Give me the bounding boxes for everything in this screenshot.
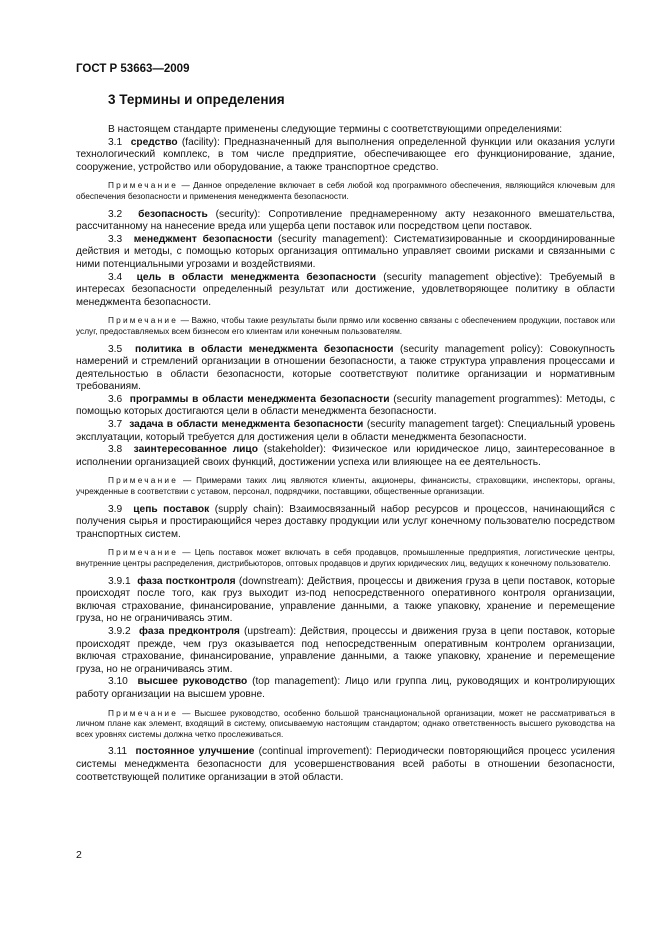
note [76,315,615,336]
term-number: 3.9.2 [108,625,131,637]
term-number: 3.1 [108,136,123,148]
term-name: менеджмент безопасности [133,233,273,245]
note-text: — Примерами таких лиц являются клиенты, акционеры, финансисты, страховщики, инспекторы, органы, учрежденные в соответствии с уставом, персонал, подрядчики, поставщики, общественные организации. [76,475,615,497]
term-entry [76,626,615,676]
note-label: Примечание [108,315,179,326]
term-name: средство [130,136,178,148]
term-definition: (security management target): Специальный уровень эксплуатации, который требуется для достижения цели в области менеджмента безопасности. [76,419,616,443]
term-entry [76,234,615,272]
term-definition: (upstream): Действия, процессы и движения груза в цепи поставок, которые происходят прежде, чем груз оказывается под непосредственным оперативным контролем организации, включая страхование, финансирование, управление данными, а также упаковку, хранение и перемещение груза, но не ограничиваясь этим. [76,625,616,675]
note-text: — Цепь поставок может включать в себя продавцов, промышленные предприятия, логистические центры, внутренние центры распределения, дистрибьюторов, оптовых продавцов и других юридических лиц, ведущих к конечному пользователю. [76,547,615,568]
term-number: 3.11 [108,746,128,758]
note [76,708,615,740]
note-label: Примечание [108,475,179,486]
term-number: 3.9 [108,503,123,515]
term-name: фаза предконтроля [138,625,240,637]
term-entry [76,504,615,542]
term-name: постоянное улучшение [135,746,255,758]
term-number: 3.3 [108,233,123,245]
document-header: ГОСТ Р 53663—2009 [76,63,190,75]
term-definition: (supply chain): Взаимосвязанный набор ресурсов и процессов, начинающийся с получения сырья и простирающийся через доставку продукции или услуг конечному пользователю посредством транспортных систем. [76,503,616,540]
term-entry [76,419,615,444]
term-number: 3.4 [108,271,123,283]
term-definition: (stakeholder): Физическое или юридическое лицо, заинтересованное в исполнении организацией своих функций, достижении успеха или влияющее на ее деятельность. [76,444,615,468]
term-entry [76,444,615,469]
note [76,547,615,568]
term-number: 3.7 [108,419,123,431]
term-number: 3.10 [108,676,128,688]
term-definition: (security management policy): Совокупность намерений и стремлений организации в отношении безопасности, а также структура управления процессами и деятельностью в области безопасности, которые соответствуют политике организации и нормативным требованиям. [76,343,615,393]
term-definition: (security management programmes): Методы, с помощью которых достигаются цели в области менеджмента безопасности. [76,393,616,418]
term-definition: (security management objective): Требуемый в интересах безопасности определенный результат или достижение, удовлетворяющее политику в области менеджмента безопасности. [76,271,616,308]
note-label: Примечание [108,547,179,558]
term-name: заинтересованное лицо [133,444,258,456]
term-name: программы в области менеджмента безопасности [129,393,390,405]
note-text: — Важно, чтобы такие результаты были прямо или косвенно связаны с обеспечением продукции, поставок или услуг, предоставляемых всем бизнесом его клиентам или конечным пользователям. [76,315,615,336]
section-body [76,124,615,784]
term-name: задача в области менеджмента безопасности [129,419,364,431]
term-entry [76,394,615,419]
term-entry [76,344,615,394]
term-number: 3.8 [108,444,123,456]
section-title: 3 Термины и определения [108,92,285,107]
note-label: Примечание [108,180,179,191]
note [76,180,615,201]
term-entry [76,576,615,626]
note-label: Примечание [108,707,179,718]
term-entry [76,272,615,310]
term-number: 3.9.1 [108,575,131,587]
term-definition: (security management): Систематизированные и скоординированные действия и методы, с помощью которых организация оптимально управляет своими рисками и связанными с ними потенциальными угрозами и воздействиями. [76,233,615,270]
term-name: высшее руководство [137,676,248,688]
term-definition: (downstream): Действия, процессы и движения груза в цепи поставок, которые происходят после того, как груз выходит из-под непосредственного оперативного контроля организации, включая страхование, финансирование, управление данными, а также упаковку, хранение и перемещение груза, но не ограничиваясь этим. [76,575,615,625]
term-name: цель в области менеджмента безопасности [136,271,377,283]
term-entry [76,746,615,784]
term-definition: (facility): Предназначенный для выполнения определенной функции или оказания услуги технологический комплекс, в том числе предприятие, обеспечивающее его функционирование, здание, сооружение, устройство или оборудование, а также транспортное средство. [76,136,615,173]
term-definition: (continual improvement): Периодически повторяющийся процесс усиления системы менеджмента безопасности для усовершенствования всей работы в отношении безопасности, соответствующей политике организации в этой области. [76,746,615,783]
term-entry [76,209,615,234]
term-number: 3.5 [108,343,123,355]
term-entry [76,137,615,175]
term-entry [76,676,615,701]
term-number: 3.6 [108,393,123,405]
intro-paragraph: В настоящем стандарте применены следующие термины с соответствующими определениями: [108,124,563,135]
term-name: цепь поставок [133,503,210,515]
note [76,475,615,496]
term-number: 3.2 [108,208,123,220]
note-text: — Высшее руководство, особенно большой транснациональной организации, может не рассматриваться в личном плане как элемент, входящий в систему, описываемую настоящим стандартом; однако ответственность высшего руководства на всех уровнях системы должна четко прослеживаться. [76,707,616,739]
term-name: безопасность [138,208,208,220]
term-definition: (top management): Лицо или группа лиц, руководящих и контролирующих работу организации на высшем уровне. [76,676,616,700]
note-text: — Данное определение включает в себя любой код программного обеспечения, являющийся ключевым для обеспечения безопасности и применения менеджмента безопасности. [76,180,615,201]
term-definition: (security): Сопротивление преднамеренному акту незаконного вмешательства, рассчитанному на нанесение вреда или ущерба цепи поставок или посредством цепи поставок. [76,208,615,233]
page-number: 2 [76,849,82,861]
term-name: политика в области менеджмента безопасности [135,343,394,355]
term-name: фаза постконтроля [137,575,236,587]
